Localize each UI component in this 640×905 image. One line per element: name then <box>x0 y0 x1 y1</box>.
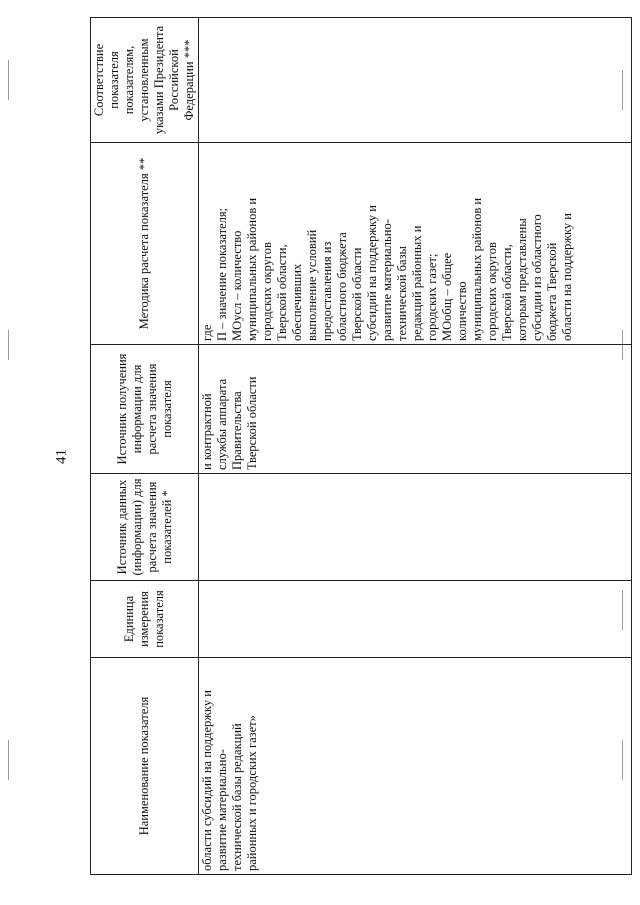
text-line: районных и городских газет» <box>245 715 259 871</box>
text-line: городских газет; <box>425 253 439 341</box>
header-methodology: Методика расчета показателя ** <box>91 143 199 345</box>
text-line: Тверской области <box>350 247 364 341</box>
cell-unit <box>199 581 632 658</box>
text-line: Тверской области <box>245 376 259 470</box>
text-line: областного бюджета <box>335 232 349 341</box>
header-name: Наименование показателя <box>91 658 199 875</box>
header-info-source: Источник получения информации для расчета значения показателя <box>91 345 199 474</box>
left-margin-mark <box>8 740 9 780</box>
text-line: редакций районных и <box>410 225 424 341</box>
left-margin-mark <box>8 60 9 100</box>
text-line: городских округов <box>260 242 274 341</box>
left-margin-mark <box>8 330 9 360</box>
text-line: которым представлены <box>515 218 529 341</box>
indicator-table <box>90 17 632 875</box>
text-line: Тверской области, <box>500 244 514 341</box>
header-data-source: Источник данных (информации) для расчета значения показателей * <box>91 474 199 581</box>
text-line: обеспечивших <box>290 263 304 341</box>
text-line: технической базы <box>395 246 409 341</box>
text-line: выполнение условий <box>305 229 319 341</box>
cell-compliance <box>199 18 632 143</box>
cell-data-source <box>199 474 632 581</box>
header-unit: Единица измерения показателя <box>91 581 199 658</box>
text-line: количество <box>455 281 469 341</box>
text-line: Правительства <box>230 391 244 470</box>
cell-methodology <box>199 143 632 345</box>
text-line: области на поддержку и <box>560 213 574 341</box>
cell-info-source <box>199 345 632 474</box>
text-line: развитие материально- <box>215 749 229 871</box>
rotated-table-wrapper <box>90 25 625 875</box>
text-line: и контрактной <box>200 393 214 470</box>
text-line: развитие материально- <box>380 219 394 341</box>
header-row <box>91 18 199 875</box>
text-line: предоставления из <box>320 241 334 341</box>
text-line: субсидий на поддержку и <box>365 205 379 341</box>
text-line: П – значение показателя; <box>215 207 229 341</box>
table-row <box>199 18 632 875</box>
text-line: субсидии из областного <box>530 214 544 341</box>
text-line: городских округов <box>485 242 499 341</box>
text-line: МОобщ – общее <box>440 252 454 341</box>
cell-name <box>199 658 632 875</box>
text-line: области субсидий на поддержку и <box>200 690 214 871</box>
text-line: МОусл – количество <box>230 230 244 341</box>
text-line: муниципальных районов и <box>245 197 259 341</box>
text-line: технической базы редакций <box>230 723 244 871</box>
text-line: службы аппарата <box>215 378 229 470</box>
header-compliance: Соответствие показателя показателям, установленным указами Президента Российской Федерации *** <box>91 18 199 143</box>
text-line: Тверской области, <box>275 244 289 341</box>
text-line: где <box>200 324 214 341</box>
page-number: 41 <box>53 449 70 464</box>
text-line: бюджета Тверской <box>545 242 559 341</box>
text-line: муниципальных районов и <box>470 197 484 341</box>
